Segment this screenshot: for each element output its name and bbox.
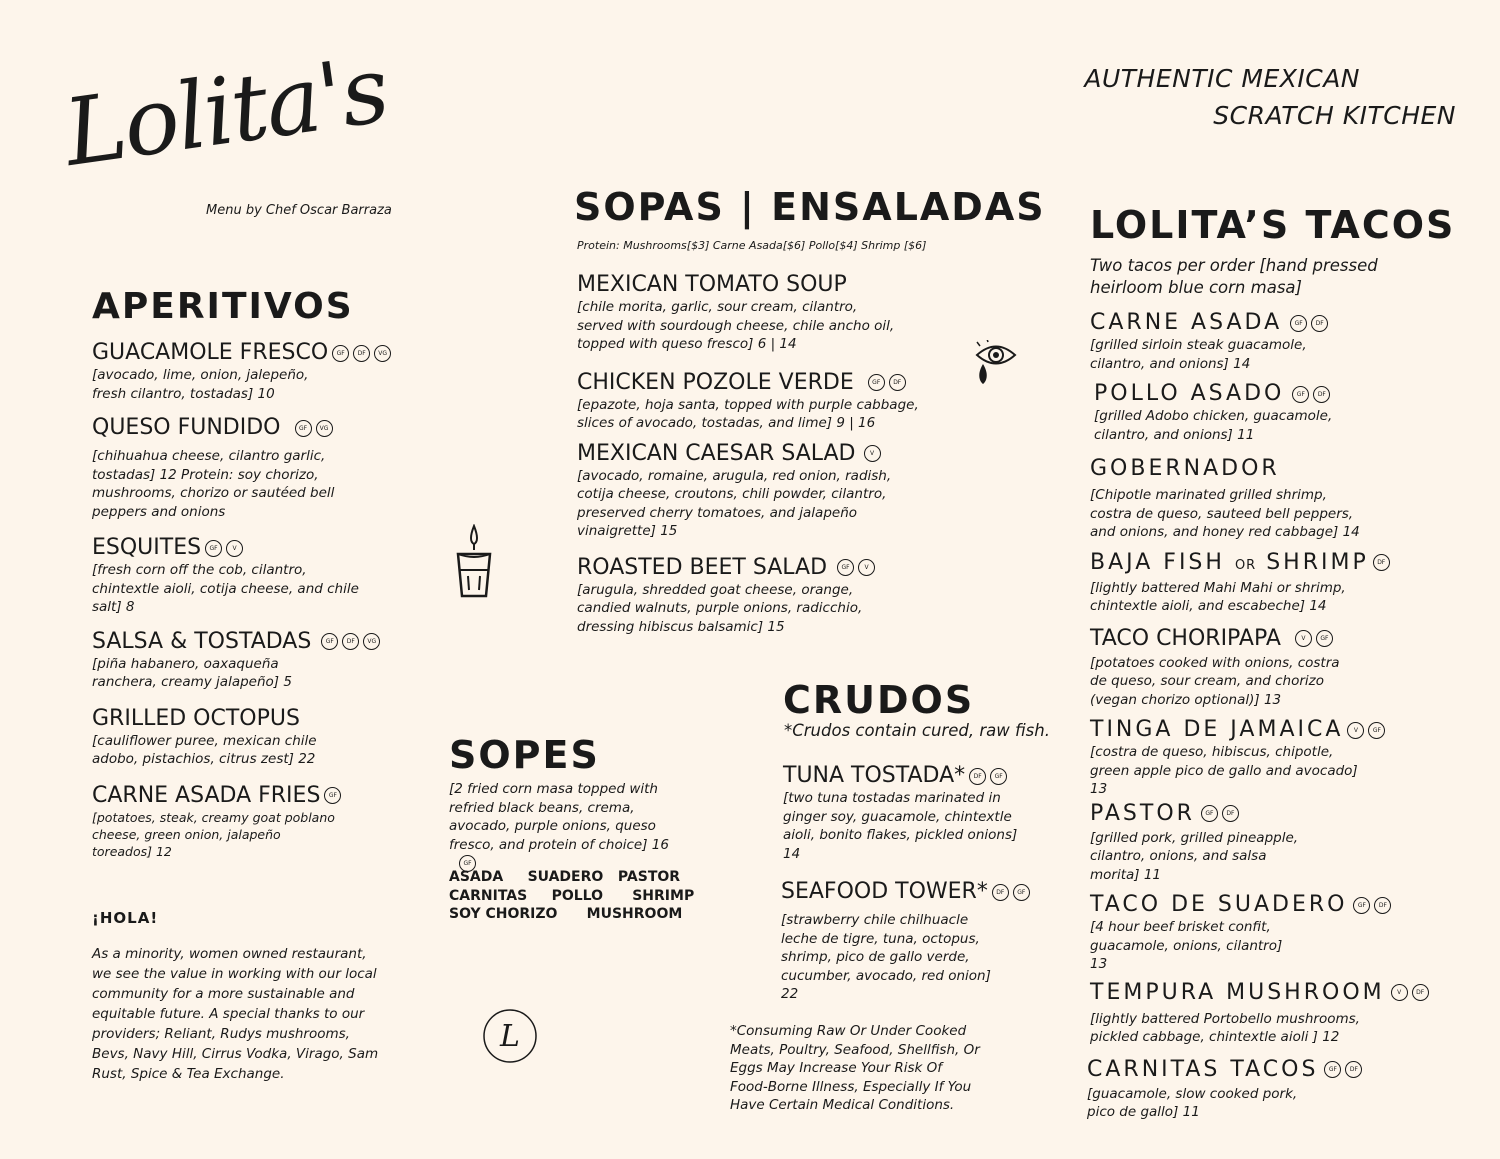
item-name: TEMPURA MUSHROOM V DF [1090,980,1430,1006]
protein-note: Protein: Mushrooms[$3] Carne Asada[$6] Pollo[$4] Shrimp [$6] [577,239,927,252]
menu-item [1094,381,1430,444]
eye-tear-icon [974,340,1018,390]
crudos-subtitle: *Crudos contain cured, raw fish. [784,721,1050,740]
menu-item [1090,801,1430,885]
sopas-ensaladas-title: SOPAS | ENSALADAS [574,185,1046,229]
item-description: [grilled Adobo chicken, guacamole, cilantro, and onions] 11 [1094,408,1333,443]
item-description: [arugula, shredded goat cheese, orange, candied walnuts, purple onions, radicchio, dressing hibiscus balsamic] 15 [577,581,863,635]
item-name: BAJA FISH OR SHRIMP DF [1090,550,1430,579]
menu-item [92,415,392,521]
item-name: SEAFOOD TOWER* DF GF [781,879,1033,905]
sopas-list [577,272,947,636]
vegan-badge: VG [363,633,380,650]
item-name: CHICKEN POZOLE VERDE GF DF [577,370,947,396]
item-description: [chihuahua cheese, cilantro garlic, tostadas] 12 Protein: soy chorizo, mushrooms, chorizo or sautéed bell peppers and onions [92,448,335,520]
gluten-free-badge: GF [332,345,349,362]
item-name: PASTOR GF DF [1090,801,1430,827]
raw-food-disclaimer: *Consuming Raw Or Under Cooked Meats, Poultry, Seafood, Shellfish, Or Eggs May Increase Your Risk Of Food-Borne Illness, Especially If You Have Certain Medical Conditions. [730,1023,980,1113]
item-name: QUESO FUNDIDO GF VG [92,415,392,441]
chef-byline: Menu by Chef Oscar Barraza [206,203,392,218]
item-name: MEXICAN CAESAR SALAD V [577,441,947,467]
item-name: CARNE ASADA GF DF [1090,310,1430,336]
item-name: SALSA & TOSTADAS GF DF VG [92,629,392,655]
tacos-subtitle: Two tacos per order [hand pressed heirloom blue corn masa] [1090,256,1378,297]
restaurant-logo: Lolita's [58,35,394,187]
menu-item [92,535,392,617]
menu-item [1090,980,1430,1047]
gluten-free-badge: GF [459,855,476,872]
sopes-title: SOPES [449,733,600,777]
item-name: CARNITAS TACOS GF DF [1087,1057,1430,1083]
menu-item [1090,892,1430,974]
item-description: [strawberry chile chilhuacle leche de tigre, tuna, octopus, shrimp, pico de gallo verde, cucumber, avocado, red onion] 22 [781,912,991,1002]
item-description: [costra de queso, hibiscus, chipotle, green apple pico de gallo and avocado] 13 [1090,744,1358,797]
menu-item [577,555,947,637]
menu-item [92,783,392,860]
dairy-free-badge: DF [969,768,986,785]
hola-title: ¡HOLA! [92,909,159,927]
item-name: POLLO ASADO GF DF [1094,381,1430,407]
tacos-title: LOLITA’S TACOS [1090,203,1456,247]
monogram-letter: L [500,1019,520,1054]
vegetarian-badge: V [1347,722,1364,739]
aperitivos-list [92,340,392,860]
gluten-free-badge: GF [295,420,312,437]
menu-item [1090,717,1430,799]
tacos-list [1087,310,1430,1122]
hola-text: As a minority, women owned restaurant, we see the value in working with our local community for a more sustainable and equitable future. A special thanks to our providers; Reliant, Rudys mushrooms, Bevs, Navy Hill, Cirrus Vodka, Virago, Sam Rust, Spice & Tea Exchange. [92,946,379,1082]
or-connector: OR [1234,557,1257,573]
gluten-free-badge: GF [837,559,854,576]
item-name: GOBERNADOR [1090,456,1280,481]
menu-item [92,340,392,403]
item-description: [avocado, romaine, arugula, red onion, radish, cotija cheese, croutons, chili powder, cilantro, preserved cherry tomatoes, and jalapeño vinaigrette] 15 [577,467,892,539]
item-name: MEXICAN TOMATO SOUP [577,272,847,297]
menu-item [577,272,947,354]
item-name: TACO DE SUADERO GF DF [1090,892,1430,918]
menu-item [1090,626,1430,710]
item-description: [avocado, lime, onion, jalepeño, fresh cilantro, tostadas] 10 [92,367,309,402]
gluten-free-badge: GF [1013,884,1030,901]
item-description: [two tuna tostadas marinated in ginger soy, guacamole, chintextle aioli, bonito flakes, pickled onions] 14 [783,790,1018,862]
menu-item [577,441,947,541]
dairy-free-badge: DF [353,345,370,362]
menu-item [92,706,392,769]
item-description: [guacamole, slow cooked pork, pico de gallo] 11 [1087,1085,1298,1120]
item-description: [fresh corn off the cob, cilantro, chintextle aioli, cotija cheese, and chile salt] 8 [92,562,359,615]
vegetarian-badge: V [858,559,875,576]
item-name: GRILLED OCTOPUS [92,705,300,731]
dairy-free-badge: DF [992,884,1009,901]
vegan-badge: VG [316,420,333,437]
gluten-free-badge: GF [990,768,1007,785]
tagline-line-2: SCRATCH KITCHEN [1213,101,1456,130]
gluten-free-badge: GF [1316,630,1333,647]
gluten-free-badge: GF [1201,805,1218,822]
item-description: [grilled pork, grilled pineapple, cilantro, onions, and salsa morita] 11 [1090,829,1299,883]
item-name: TUNA TOSTADA* DF GF [783,763,1033,789]
item-description: [grilled sirloin steak guacamole, cilantro, and onions] 14 [1090,337,1307,372]
menu-item [1090,456,1430,542]
gluten-free-badge: GF [1324,1061,1341,1078]
dairy-free-badge: DF [342,633,359,650]
crudos-list [783,763,1033,1004]
item-description: [potatoes, steak, creamy goat poblano cheese, green onion, jalapeño toreados] 12 [92,809,335,859]
tagline-line-1: AUTHENTIC MEXICAN [1084,64,1360,93]
item-description: [Chipotle marinated grilled shrimp, costra de queso, sauteed bell peppers, and onions, and honey red cabbage] 14 [1090,487,1360,540]
item-name: TINGA DE JAMAICA V GF [1090,717,1430,743]
item-name: GUACAMOLE FRESCO GF DF VG [92,340,392,366]
dairy-free-badge: DF [1373,554,1390,571]
dairy-free-badge: DF [889,374,906,391]
sopes-protein-options: ASADA SUADERO PASTOR CARNITAS POLLO SHRIMP SOY CHORIZO MUSHROOM [449,869,695,922]
dairy-free-badge: DF [1374,897,1391,914]
dairy-free-badge: DF [1222,805,1239,822]
menu-item [1087,1057,1430,1122]
menu-item [1090,550,1430,616]
item-description: [epazote, hoja santa, topped with purple cabbage, slices of avocado, tostadas, and lime] 9 | 16 [577,396,919,431]
l-monogram-icon [482,1008,538,1064]
gluten-free-badge: GF [1292,386,1309,403]
item-description: [potatoes cooked with onions, costra de queso, sour cream, and chorizo (vegan chorizo optional)] 13 [1090,654,1340,708]
sopes-description: [2 fried corn masa topped with refried black beans, crema, avocado, purple onions, queso fresco, and protein of choice] 16GF [449,780,689,873]
gluten-free-badge: GF [1353,897,1370,914]
gluten-free-badge: GF [1290,315,1307,332]
dairy-free-badge: DF [1313,386,1330,403]
item-description: [chile morita, garlic, sour cream, cilantro, served with sourdough cheese, chile ancho oil, topped with queso fresco] 6 | 14 [577,299,895,352]
gluten-free-badge: GF [1368,722,1385,739]
crudos-title: CRUDOS [783,678,975,722]
dairy-free-badge: DF [1311,315,1328,332]
vegetarian-badge: V [1295,630,1312,647]
gluten-free-badge: GF [868,374,885,391]
item-description: [lightly battered Mahi Mahi or shrimp, chintextle aioli, and escabeche] 14 [1090,579,1346,614]
menu-item [781,879,1033,1004]
menu-item [1090,310,1430,373]
item-name: ROASTED BEET SALAD GF V [577,555,947,581]
item-description: [piña habanero, oaxaqueña ranchera, creamy jalapeño] 5 [92,655,292,690]
vegan-badge: VG [374,345,391,362]
menu-item [783,763,1033,863]
item-description: [4 hour beef brisket confit, guacamole, onions, cilantro] 13 [1090,919,1283,972]
menu-item [577,370,947,433]
gluten-free-badge: GF [205,540,222,557]
vegetarian-badge: V [1391,984,1408,1001]
vegetarian-badge: V [864,445,881,462]
dairy-free-badge: DF [1345,1061,1362,1078]
item-description: [cauliflower puree, mexican chile adobo, pistachios, citrus zest] 22 [92,732,317,767]
aperitivos-title: APERITIVOS [92,286,354,327]
dairy-free-badge: DF [1412,984,1429,1001]
vegetarian-badge: V [226,540,243,557]
candle-icon [454,524,494,602]
item-name: CARNE ASADA FRIES GF [92,783,392,809]
item-name: ESQUITES GF V [92,535,392,561]
item-description: [lightly battered Portobello mushrooms, pickled cabbage, chintextle aioli ] 12 [1090,1010,1360,1045]
gluten-free-badge: GF [324,787,341,804]
gluten-free-badge: GF [321,633,338,650]
menu-item [92,629,392,692]
item-name: TACO CHORIPAPA V GF [1090,626,1430,652]
tagline [1084,60,1456,134]
